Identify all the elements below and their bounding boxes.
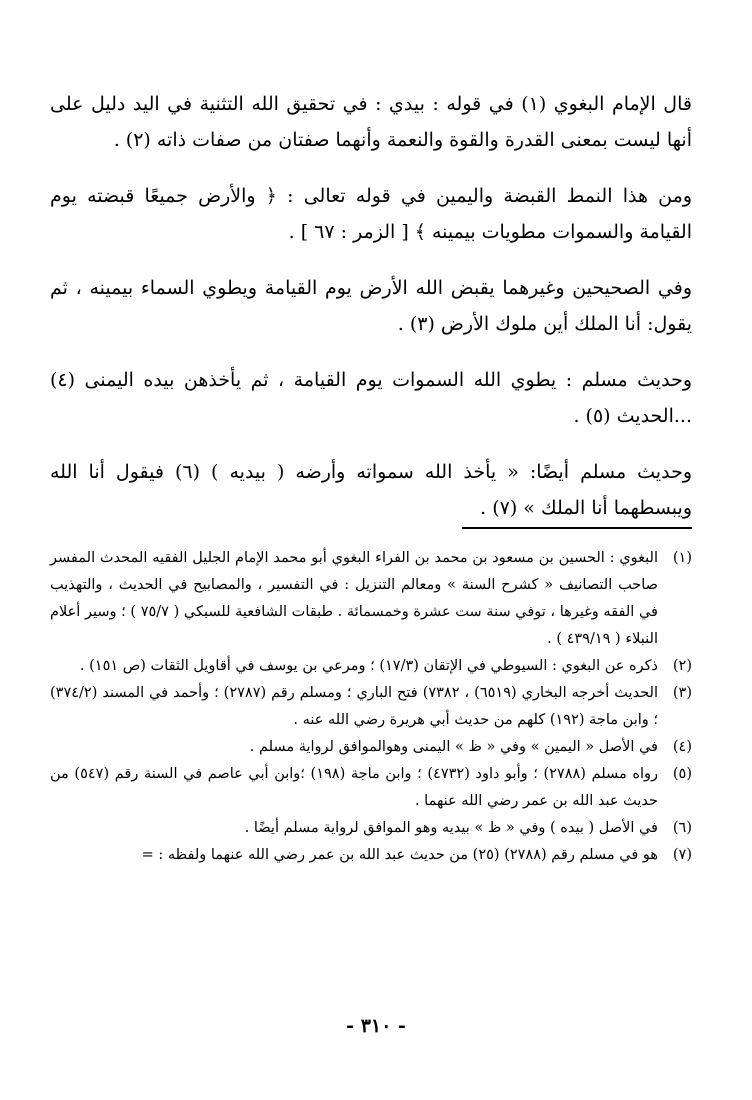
footnote-number: (٧) <box>672 847 692 863</box>
footnote-number: (٤) <box>672 739 692 755</box>
paragraph-muslim-hadith: وحديث مسلم : يطوي الله السموات يوم القيامة ، ثم يأخذهن بيده اليمنى (٤) ...الحديث (٥) . <box>50 369 692 427</box>
footnote-item <box>50 815 692 842</box>
footnotes <box>50 545 692 869</box>
footnote-text: في الأصل « اليمين » وفي « ظ » اليمنى وهوالموافق لرواية مسلم . <box>249 739 658 755</box>
footnote-text: الحديث أخرجه البخاري (٦٥١٩) ، ٧٣٨٢) فتح الباري ؛ ومسلم رقم (٢٧٨٧) ؛ وأحمد في المسند (٣٧٤/٢) ؛ وابن ماجة (١٩٢) كلهم من حديث أبي هريرة رضي الله عنه . <box>50 685 658 728</box>
footnote-item <box>50 734 692 761</box>
footnote-item <box>50 680 692 734</box>
paragraph-baghawi: قال الإمام البغوي (١) في قوله : بيدي : في تحقيق الله التثنية في اليد دليل على أنها ليست بمعنى القدرة والقوة والنعمة وأنهما صفتان من صفات ذاته (٢) . <box>50 93 692 151</box>
footnote-number: (٣) <box>672 685 692 701</box>
footnote-item <box>50 545 692 653</box>
footnote-number: (٥) <box>672 766 692 782</box>
page-number: - ٣١٠ - <box>346 1015 406 1037</box>
footnote-text: البغوي : الحسين بن مسعود بن محمد بن الفراء البغوي أبو محمد الإمام الجليل الفقيه المحدث المفسر صاحب التصانيف « كشرح السنة » ومعالم التنزيل : في التفسير ، والمصابيح في الحديث ، والتهذيب في الفقه وغيرها ، توفي سنة ست عشرة وخمسمائة . طبقات الشافعية للسبكي ( ٧٥/٧ ) ؛ وسير أعلام النبلاء ( ٤٣٩/١٩ ) . <box>50 550 658 647</box>
footnote-divider <box>462 527 692 529</box>
footnote-text: ذكره عن البغوي : السيوطي في الإتقان (١٧/٣) ؛ ومرعي بن يوسف في أقاويل الثقات (ص ١٥١) . <box>79 658 658 674</box>
footnote-text: هو في مسلم رقم (٢٧٨٨) (٢٥) من حديث عبد الله بن عمر رضي الله عنهما ولفظه : = <box>141 847 658 863</box>
paragraph-muslim-hadith-2: وحديث مسلم أيضًا: « يأخذ الله سمواته وأرضه ( بيديه ) (٦) فيقول أنا الله ويبسطهما أنا الملك » (٧) . <box>50 461 692 519</box>
paragraph-sahihayn: وفي الصحيحين وغيرهما يقبض الله الأرض يوم القيامة ويطوي السماء بيمينه ، ثم يقول: أنا الملك أين ملوك الأرض (٣) . <box>50 277 692 335</box>
footnote-item <box>50 653 692 680</box>
footnote-number: (٢) <box>672 658 692 674</box>
footnote-text: رواه مسلم (٢٧٨٨) ؛ وأبو داود (٤٧٣٢) ؛ وابن ماجة (١٩٨) ؛وابن أبي عاصم في السنة رقم (٥٤٧) من حديث عبد الله بن عمر رضي الله عنهما . <box>50 766 658 809</box>
footnote-item <box>50 761 692 815</box>
main-text <box>50 86 692 546</box>
footnote-text: في الأصل ( بيده ) وفي « ظ » بيديه وهو الموافق لرواية مسلم أيضًا . <box>244 820 658 836</box>
paragraph-qabda-verse: ومن هذا النمط القبضة واليمين في قوله تعالى : ﴿ والأرض جميعًا قبضته يوم القيامة والسموات مطويات بيمينه ﴾ [ الزمر : ٦٧ ] . <box>50 185 692 243</box>
footnote-number: (١) <box>672 550 692 566</box>
footnote-item <box>50 842 692 869</box>
footnote-number: (٦) <box>672 820 692 836</box>
